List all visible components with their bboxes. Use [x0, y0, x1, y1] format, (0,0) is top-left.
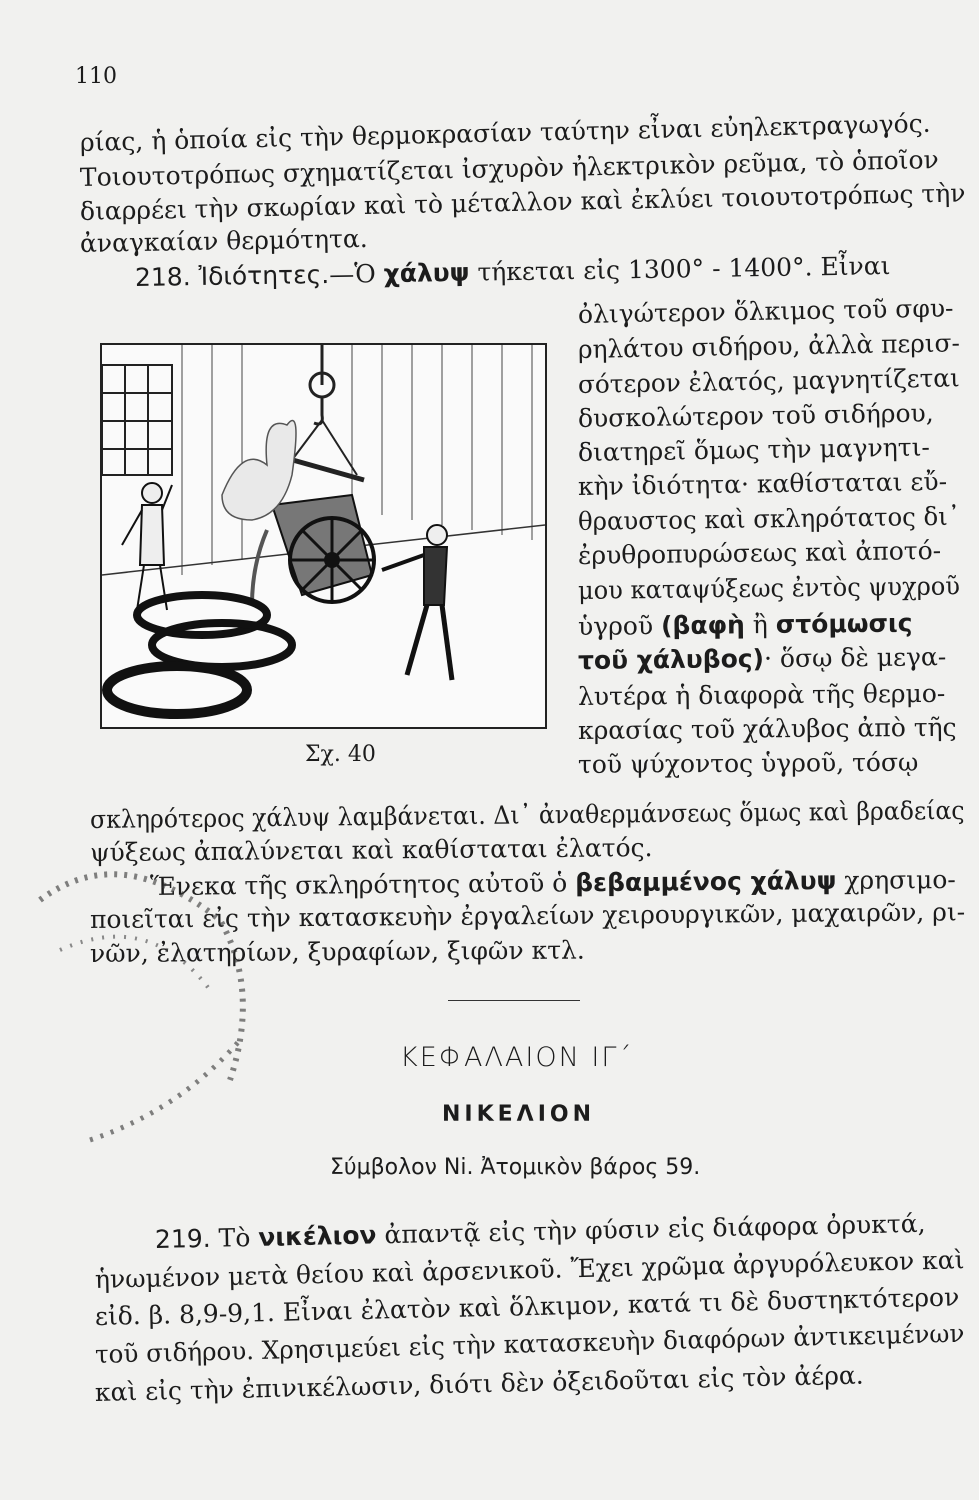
side-text-line: θραυστος καὶ σκληρότατος δι᾽ — [577, 501, 961, 536]
text-line: ἀναγκαίαν θερμότητα. — [79, 223, 368, 258]
text-line: σκληρότερος χάλυψ λαμβάνεται. Δι᾽ ἀναθερμάνσεως ὅμως καὶ βραδείας — [89, 795, 965, 834]
side-text-line: κὴν ἰδιότητα· καθίσταται εὔ- — [577, 466, 948, 501]
side-text-line: κρασίας τοῦ χάλυβος ἀπὸ τῆς — [577, 712, 957, 745]
dash: — — [329, 259, 355, 289]
heading-rest: τήκεται εἰς 1300° - 1400°. Εἶναι — [477, 251, 891, 287]
side-text-line: ρηλάτου σιδήρου, ἀλλὰ περισ- — [577, 328, 961, 364]
side-text-line: σότερον ἐλατός, μαγνητίζεται — [577, 363, 960, 399]
text-line: ποιεῖται εἰς τὴν κατασκευὴν ἐργαλείων χειρουργικῶν, μαχαιρῶν, ρι- — [89, 897, 966, 934]
text-line: ἡνωμένον μετὰ θείου καὶ ἀρσενικοῦ. Ἔχει χρῶμα ἀργυρόλευκον καὶ — [94, 1245, 965, 1294]
page-number: 110 — [75, 64, 117, 89]
figure-steel-foundry-illustration — [100, 343, 547, 729]
element-title: ΝΙΚΕΛΙΟΝ — [442, 1102, 595, 1127]
side-pre: ὑγροῦ — [577, 611, 662, 641]
side-post: · ὅσῳ δὲ μεγα- — [763, 642, 947, 674]
term-stomosis: στόμωσις — [775, 608, 913, 639]
text-line: ψύξεως ἀπαλύνεται καὶ καθίσταται ἐλατός. — [89, 833, 653, 867]
ink-stamp-mark — [0, 840, 320, 1160]
term-steel: χάλυψ — [383, 257, 470, 289]
symbol-line: Σύμβολον Ni. Ἀτομικὸν βάρος 59. — [330, 1155, 701, 1180]
term-vafi: (βαφὴ — [660, 610, 746, 641]
side-text-line — [578, 642, 947, 676]
section-number: 218. — [134, 262, 191, 292]
term-tou-chalyvos: τοῦ χάλυβος) — [577, 644, 765, 675]
chapter-heading: ΚΕΦΑΛΑΙΟΝ ΙΓ΄ — [400, 1042, 634, 1073]
text-line: ρίας, ἡ ὁποία εἰς τὴν θερμοκρασίαν ταύτην εἶναι εὐηλεκτραγωγός. — [79, 108, 931, 157]
divider-rule — [448, 1000, 580, 1001]
text-line: τοῦ σιδήρου. Χρησιμεύει εἰς τὴν κατασκευὴν διαφόρων ἀντικειμένων — [94, 1318, 965, 1369]
text-line: καὶ εἰς τὴν ἐπινικέλωσιν, διότι δὲν ὀξειδοῦται εἰς τὸν ἀέρα. — [94, 1360, 864, 1407]
text-line: εἰδ. β. 8,9-9,1. Εἶναι ἐλατὸν καὶ ὅλκιμον, κατά τι δὲ δυστηκτότερον — [94, 1282, 960, 1331]
section-number: 219. — [154, 1223, 211, 1254]
term-nickel: νικέλιον — [257, 1220, 377, 1252]
side-text-line: μου καταψύξεως ἐντὸς ψυχροῦ — [577, 571, 961, 605]
side-text-line: διατηρεῖ ὅμως τὴν μαγνητι- — [577, 432, 931, 467]
s219-pre: Τὸ — [218, 1222, 259, 1253]
text-line: νῶν, ἐλατηρίων, ξυραφίων, ξιφῶν κτλ. — [89, 935, 585, 968]
section-218-line — [135, 251, 891, 293]
figure-caption: Σχ. 40 — [305, 742, 376, 767]
foundry-drawing — [102, 345, 545, 727]
article: Ὁ — [354, 259, 376, 289]
side-text-line: τοῦ ψύχοντος ὑγροῦ, τόσῳ — [577, 747, 919, 779]
side-text-line: λυτέρα ἡ διαφορὰ τῆς θερμο- — [577, 678, 946, 711]
enneka-post: χρησιμο- — [836, 864, 956, 896]
side-mid: ἢ — [744, 609, 776, 640]
text-line: διαρρέει τὴν σκωρίαν καὶ τὸ μέταλλον καὶ ἐκλύει τοιουτοτρόπως τὴν — [79, 178, 966, 226]
side-text-line: δυσκολώτερον τοῦ σιδήρου, — [577, 398, 934, 433]
text-line: Τοιουτοτρόπως σχηματίζεται ἰσχυρὸν ἠλεκτρικὸν ρεῦμα, τὸ ὁποῖον — [79, 145, 939, 192]
enneka-pre: Ἕνεκα τῆς σκληρότητος αὐτοῦ ὁ — [149, 868, 576, 901]
term-hardened-steel: βεβαμμένος χάλυψ — [575, 866, 837, 898]
side-text-line — [578, 608, 913, 642]
side-text-line: ὀλιγώτερον ὅλκιμος τοῦ σφυ- — [577, 293, 954, 329]
side-text-line: ἐρυθροπυρώσεως καὶ ἀποτό- — [577, 535, 942, 570]
section-heading: Ἰδιότητες. — [198, 259, 330, 291]
s219-post: ἀπαντᾷ εἰς τὴν φύσιν εἰς διάφορα ὀρυκτά, — [376, 1208, 926, 1250]
